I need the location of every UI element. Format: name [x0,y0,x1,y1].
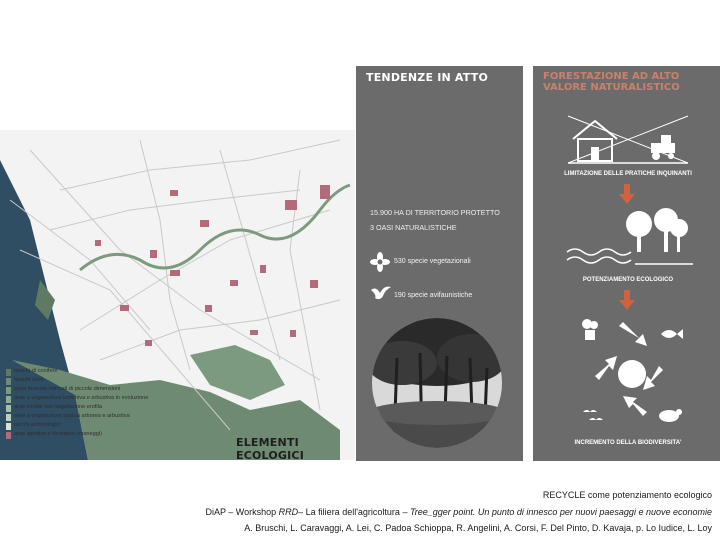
forestation-panel [533,66,720,461]
legend-swatch [6,414,11,421]
bird-icon [370,284,392,302]
step-limit-label: LIMITAZIONE DELLE PRATICHE INQUINANTI [564,171,692,177]
legend-label: zone boscate naturali di piccole dimensioni [14,386,121,392]
legend-swatch [6,423,11,430]
legend-swatch [6,387,11,394]
step-potential-label: POTENZIAMENTO ECOLOGICO [582,277,674,283]
protected-area-stat: 15.900 HA DI TERRITORIO PROTETTO [370,208,500,217]
legend-label: aree incolte con vegetazione erofila [14,404,103,410]
polluting-practices-icon [563,111,693,166]
legend-label: aree a vegetazione sparsa arborea e arbustiva [14,413,130,419]
recreational-areas [95,185,330,346]
caption-workshop-project: Tree_gger point. Un punto di innesco per nuovi paesaggi e nuove economie [409,507,712,517]
arrow-down-icon [619,184,635,204]
legend-label: boschi misti [14,377,44,383]
map-legend [6,368,156,440]
ecological-map [0,130,355,460]
biodiversity-cycle-icon [577,316,687,431]
legend-label: aree a vegetazione boschiva e arbustiva in evoluzione [14,395,149,401]
legend-item [6,386,156,394]
legend-item [6,413,156,421]
trends-title: TENDENZE IN ATTO [366,71,488,84]
plant-species-count: 530 specie vegetazionali [394,258,471,265]
forest-photo [372,318,502,448]
legend-swatch [6,432,11,439]
flower-icon [370,252,390,272]
step-biodiversity-label: INCREMENTO DELLA BIODIVERSITA' [574,440,682,446]
legend-item [6,431,156,439]
legend-item [6,395,156,403]
legend-item [6,404,156,412]
caption-workshop-dept: DiAP – Workshop [205,507,279,517]
river [80,185,350,270]
legend-item [6,422,156,430]
caption-authors: A. Bruschi, L. Caravaggi, A. Lei, C. Padoa Schioppa, R. Angelini, A. Corsi, F. Del Pinto, D. Kavaja, p. Lo Iudice, L. Loy [244,523,712,533]
legend-swatch [6,405,11,412]
caption-workshop-subtitle: La filiera dell'agricoltura – [305,507,410,517]
caption-workshop-name: RRD– [278,507,306,517]
forestation-title: FORESTAZIONE AD ALTO VALORE NATURALISTICO [543,71,680,93]
legend-label: aree sportive e ricreative (maneggi) [14,431,102,437]
legend-swatch [6,378,11,385]
map-title: ELEMENTI ECOLOGICI [236,436,304,460]
legend-label: parchi archeologici [14,422,61,428]
legend-item [6,377,156,385]
legend-swatch [6,369,11,376]
oasis-stat: 3 OASI NATURALISTICHE [370,223,457,232]
legend-swatch [6,396,11,403]
trends-panel [356,66,523,461]
forest-photo-drawing [372,318,502,448]
legend-label: boschi di conifere [14,368,58,374]
bird-species-count: 190 specie avifaunistiche [394,292,473,299]
arrow-down-icon [619,290,635,310]
caption-workshop [72,507,712,517]
caption-title: RECYCLE come potenziamento ecologico [542,490,712,500]
waves-icon [565,246,695,268]
legend-item [6,368,156,376]
